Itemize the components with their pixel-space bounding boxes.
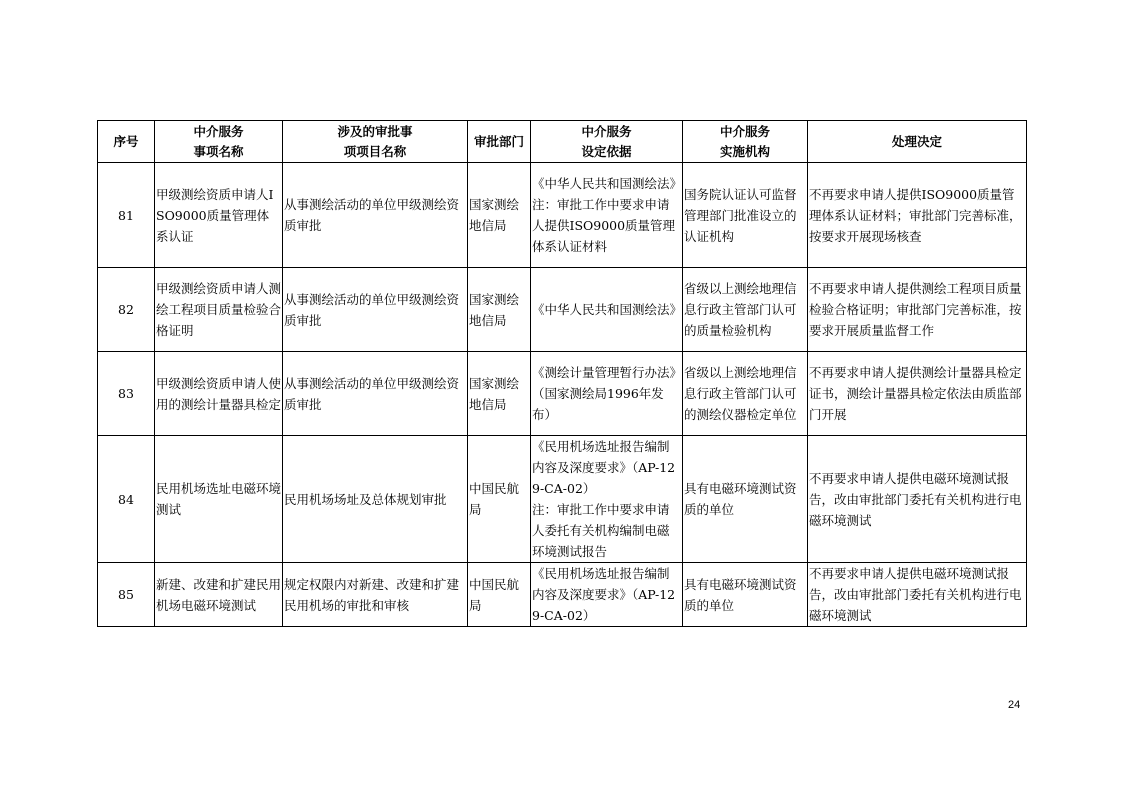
cell-item xyxy=(155,436,283,563)
cell-text: 《中华人民共和国测绘法》 xyxy=(532,176,683,191)
cell-dept xyxy=(468,352,531,436)
cell-text: 83 xyxy=(118,386,134,401)
cell-text: 不再要求申请人提供电磁环境测试报告，改由审批部门委托有关机构进行电磁环境测试 xyxy=(809,470,1022,528)
cell-agency xyxy=(683,563,808,627)
cell-agency xyxy=(683,163,808,268)
header-approval xyxy=(283,121,468,163)
cell-agency xyxy=(683,352,808,436)
cell-text: 不再要求申请人提供电磁环境测试报告，改由审批部门委托有关机构进行电磁环境测试 xyxy=(809,566,1022,623)
cell-dept xyxy=(468,163,531,268)
cell-text: 民用机场选址电磁环境测试 xyxy=(156,481,282,517)
header-line: 涉及的审批事 xyxy=(337,123,413,139)
cell-basis xyxy=(531,352,683,436)
cell-text: 国家测绘地信局 xyxy=(469,197,520,233)
page-number: 24 xyxy=(1008,699,1021,711)
header-line: 处理决定 xyxy=(891,133,942,149)
cell-text: 中国民航局 xyxy=(469,576,520,613)
cell-text: 81 xyxy=(118,207,134,223)
header-line: 中介服务 xyxy=(719,123,770,139)
cell-text: 甲级测绘资质申请人ISO9000质量管理体系认证 xyxy=(156,186,274,244)
table-header xyxy=(98,121,1027,163)
cell-text: 不再要求申请人提供ISO9000质量管理体系认证材料；审批部门完善标准，按要求开展现场核查 xyxy=(809,186,1022,244)
table-row xyxy=(98,268,1027,352)
table-body xyxy=(98,163,1027,627)
cell-text: 新建、改建和扩建民用机场电磁环境测试 xyxy=(156,576,282,613)
cell-item xyxy=(155,268,283,352)
cell-agency xyxy=(683,268,808,352)
cell-no xyxy=(98,163,155,268)
cell-text: 具有电磁环境测试资质的单位 xyxy=(684,481,797,517)
cell-no xyxy=(98,436,155,563)
header-line: 中介服务 xyxy=(193,123,244,139)
header-decision xyxy=(808,121,1027,163)
cell-text: 国家测绘地信局 xyxy=(469,375,520,412)
header-basis xyxy=(531,121,683,163)
cell-text: 《民用机场选址报告编制内容及深度要求》（AP-129-CA-02） xyxy=(532,439,676,496)
cell-approval xyxy=(283,163,468,268)
cell-decision xyxy=(808,163,1027,268)
cell-decision xyxy=(808,563,1027,627)
cell-approval xyxy=(283,352,468,436)
cell-item xyxy=(155,352,283,436)
cell-text: 从事测绘活动的单位甲级测绘资质审批 xyxy=(284,375,460,412)
header-item xyxy=(155,121,283,163)
cell-text: 省级以上测绘地理信息行政主管部门认可的测绘仪器检定单位 xyxy=(684,365,797,422)
cell-dept xyxy=(468,268,531,352)
cell-text: 从事测绘活动的单位甲级测绘资质审批 xyxy=(284,197,460,233)
cell-text: 82 xyxy=(118,302,134,317)
cell-basis xyxy=(531,436,683,563)
header-row xyxy=(98,121,1027,163)
cell-text: 甲级测绘资质申请人使用的测绘计量器具检定 xyxy=(156,375,282,412)
header-line: 审批部门 xyxy=(473,133,524,149)
cell-agency xyxy=(683,436,808,563)
header-no xyxy=(98,121,155,163)
cell-text: 注：审批工作中要求申请人委托有关机构编制电磁环境测试报告 xyxy=(532,502,670,559)
cell-text: 从事测绘活动的单位甲级测绘资质审批 xyxy=(284,291,460,328)
cell-item xyxy=(155,563,283,627)
intermediary-services-table xyxy=(97,120,1027,627)
table-row xyxy=(98,163,1027,268)
cell-text: 国务院认证认可监督管理部门批准设立的认证机构 xyxy=(684,186,797,244)
header-dept xyxy=(468,121,531,163)
cell-text: 《民用机场选址报告编制内容及深度要求》（AP-129-CA-02） xyxy=(532,566,676,623)
cell-text: 中国民航局 xyxy=(469,481,520,517)
cell-text: 84 xyxy=(118,491,134,507)
table-row xyxy=(98,563,1027,627)
cell-text: 国家测绘地信局 xyxy=(469,291,520,328)
header-line: 项项目名称 xyxy=(343,143,407,159)
cell-text: 《中华人民共和国测绘法》 xyxy=(532,302,683,317)
cell-text: 不再要求申请人提供测绘计量器具检定证书，测绘计量器具检定依法由质监部门开展 xyxy=(809,365,1022,422)
cell-text: 不再要求申请人提供测绘工程项目质量检验合格证明；审批部门完善标准，按要求开展质量监督工作 xyxy=(809,281,1022,338)
cell-basis xyxy=(531,268,683,352)
cell-text: 注：审批工作中要求申请人提供ISO9000质量管理体系认证材料 xyxy=(532,197,676,254)
cell-dept xyxy=(468,436,531,563)
cell-text: 《测绘计量管理暂行办法》（国家测绘局1996年发布） xyxy=(532,365,676,422)
table-row xyxy=(98,436,1027,563)
cell-no xyxy=(98,352,155,436)
header-line: 实施机构 xyxy=(719,143,770,159)
cell-text: 甲级测绘资质申请人测绘工程项目质量检验合格证明 xyxy=(156,281,282,338)
cell-basis xyxy=(531,163,683,268)
header-line: 序号 xyxy=(113,133,139,149)
cell-no xyxy=(98,268,155,352)
header-line: 设定依据 xyxy=(581,143,632,159)
cell-text: 民用机场场址及总体规划审批 xyxy=(284,491,447,507)
cell-decision xyxy=(808,436,1027,563)
cell-no xyxy=(98,563,155,627)
cell-text: 省级以上测绘地理信息行政主管部门认可的质量检验机构 xyxy=(684,281,797,338)
header-line: 事项名称 xyxy=(193,143,244,159)
header-agency xyxy=(683,121,808,163)
cell-basis xyxy=(531,563,683,627)
table-row xyxy=(98,352,1027,436)
cell-text: 具有电磁环境测试资质的单位 xyxy=(684,576,797,613)
cell-dept xyxy=(468,563,531,627)
cell-approval xyxy=(283,563,468,627)
cell-approval xyxy=(283,436,468,563)
cell-text: 规定权限内对新建、改建和扩建民用机场的审批和审核 xyxy=(284,576,460,613)
cell-approval xyxy=(283,268,468,352)
cell-decision xyxy=(808,352,1027,436)
cell-text: 85 xyxy=(118,587,134,602)
cell-item xyxy=(155,163,283,268)
cell-decision xyxy=(808,268,1027,352)
header-line: 中介服务 xyxy=(581,123,632,139)
